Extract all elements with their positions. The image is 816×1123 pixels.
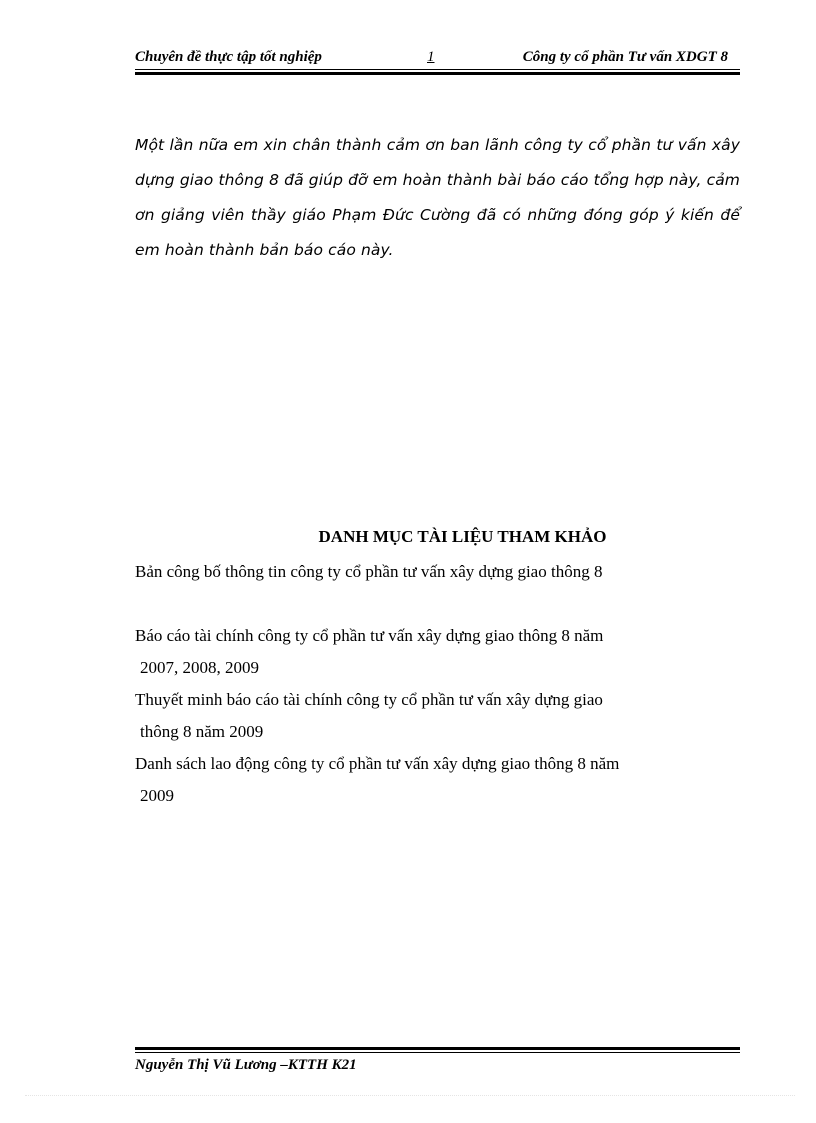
footer-author: Nguyễn Thị Vũ Lương –KTTH K21: [135, 1057, 357, 1073]
references-title: DANH MỤC TÀI LIỆU THAM KHẢO: [318, 527, 607, 546]
page-number: 1: [427, 49, 435, 65]
reference-text-continued: 2007, 2008, 2009: [140, 658, 259, 677]
page-edge-dotted-line: [25, 1095, 795, 1096]
header-rule-thin: [135, 69, 740, 70]
reference-text-continued: 2009: [140, 786, 174, 805]
reference-text-continued: thông 8 năm 2009: [140, 722, 264, 741]
header-rule-thick: [135, 72, 740, 75]
header-title: Chuyên đề thực tập tốt nghiệp: [135, 49, 322, 65]
reference-item: [135, 620, 695, 684]
reference-text: Thuyết minh báo cáo tài chính công ty cổ phần tư vấn xây dựng giao: [135, 690, 603, 709]
header-company: Công ty cổ phần Tư vấn XDGT 8: [522, 49, 728, 65]
page-header: [135, 46, 740, 70]
footer-rule-thick: [135, 1047, 740, 1050]
reference-item: [135, 684, 695, 748]
reference-text: Danh sách lao động công ty cổ phần tư vấn xây dựng giao thông 8 năm: [135, 754, 620, 773]
reference-item: [135, 748, 695, 812]
acknowledgement-paragraph: Một lần nữa em xin chân thành cảm ơn ban lãnh công ty cổ phần tư vấn xây dựng giao thông 8 đã giúp đỡ em hoàn thành bài báo cáo tổng hợp này, cảm ơn giảng viên thầy giáo Phạm Đức Cường đã có những đóng góp ý kiến để em hoàn thành bản báo cáo này.: [135, 136, 740, 259]
reference-item: [135, 556, 695, 588]
footer-rule-thin: [135, 1052, 740, 1053]
reference-text: Báo cáo tài chính công ty cổ phần tư vấn xây dựng giao thông 8 năm: [135, 626, 604, 645]
reference-text: Bản công bố thông tin công ty cổ phần tư vấn xây dựng giao thông 8: [135, 562, 603, 581]
